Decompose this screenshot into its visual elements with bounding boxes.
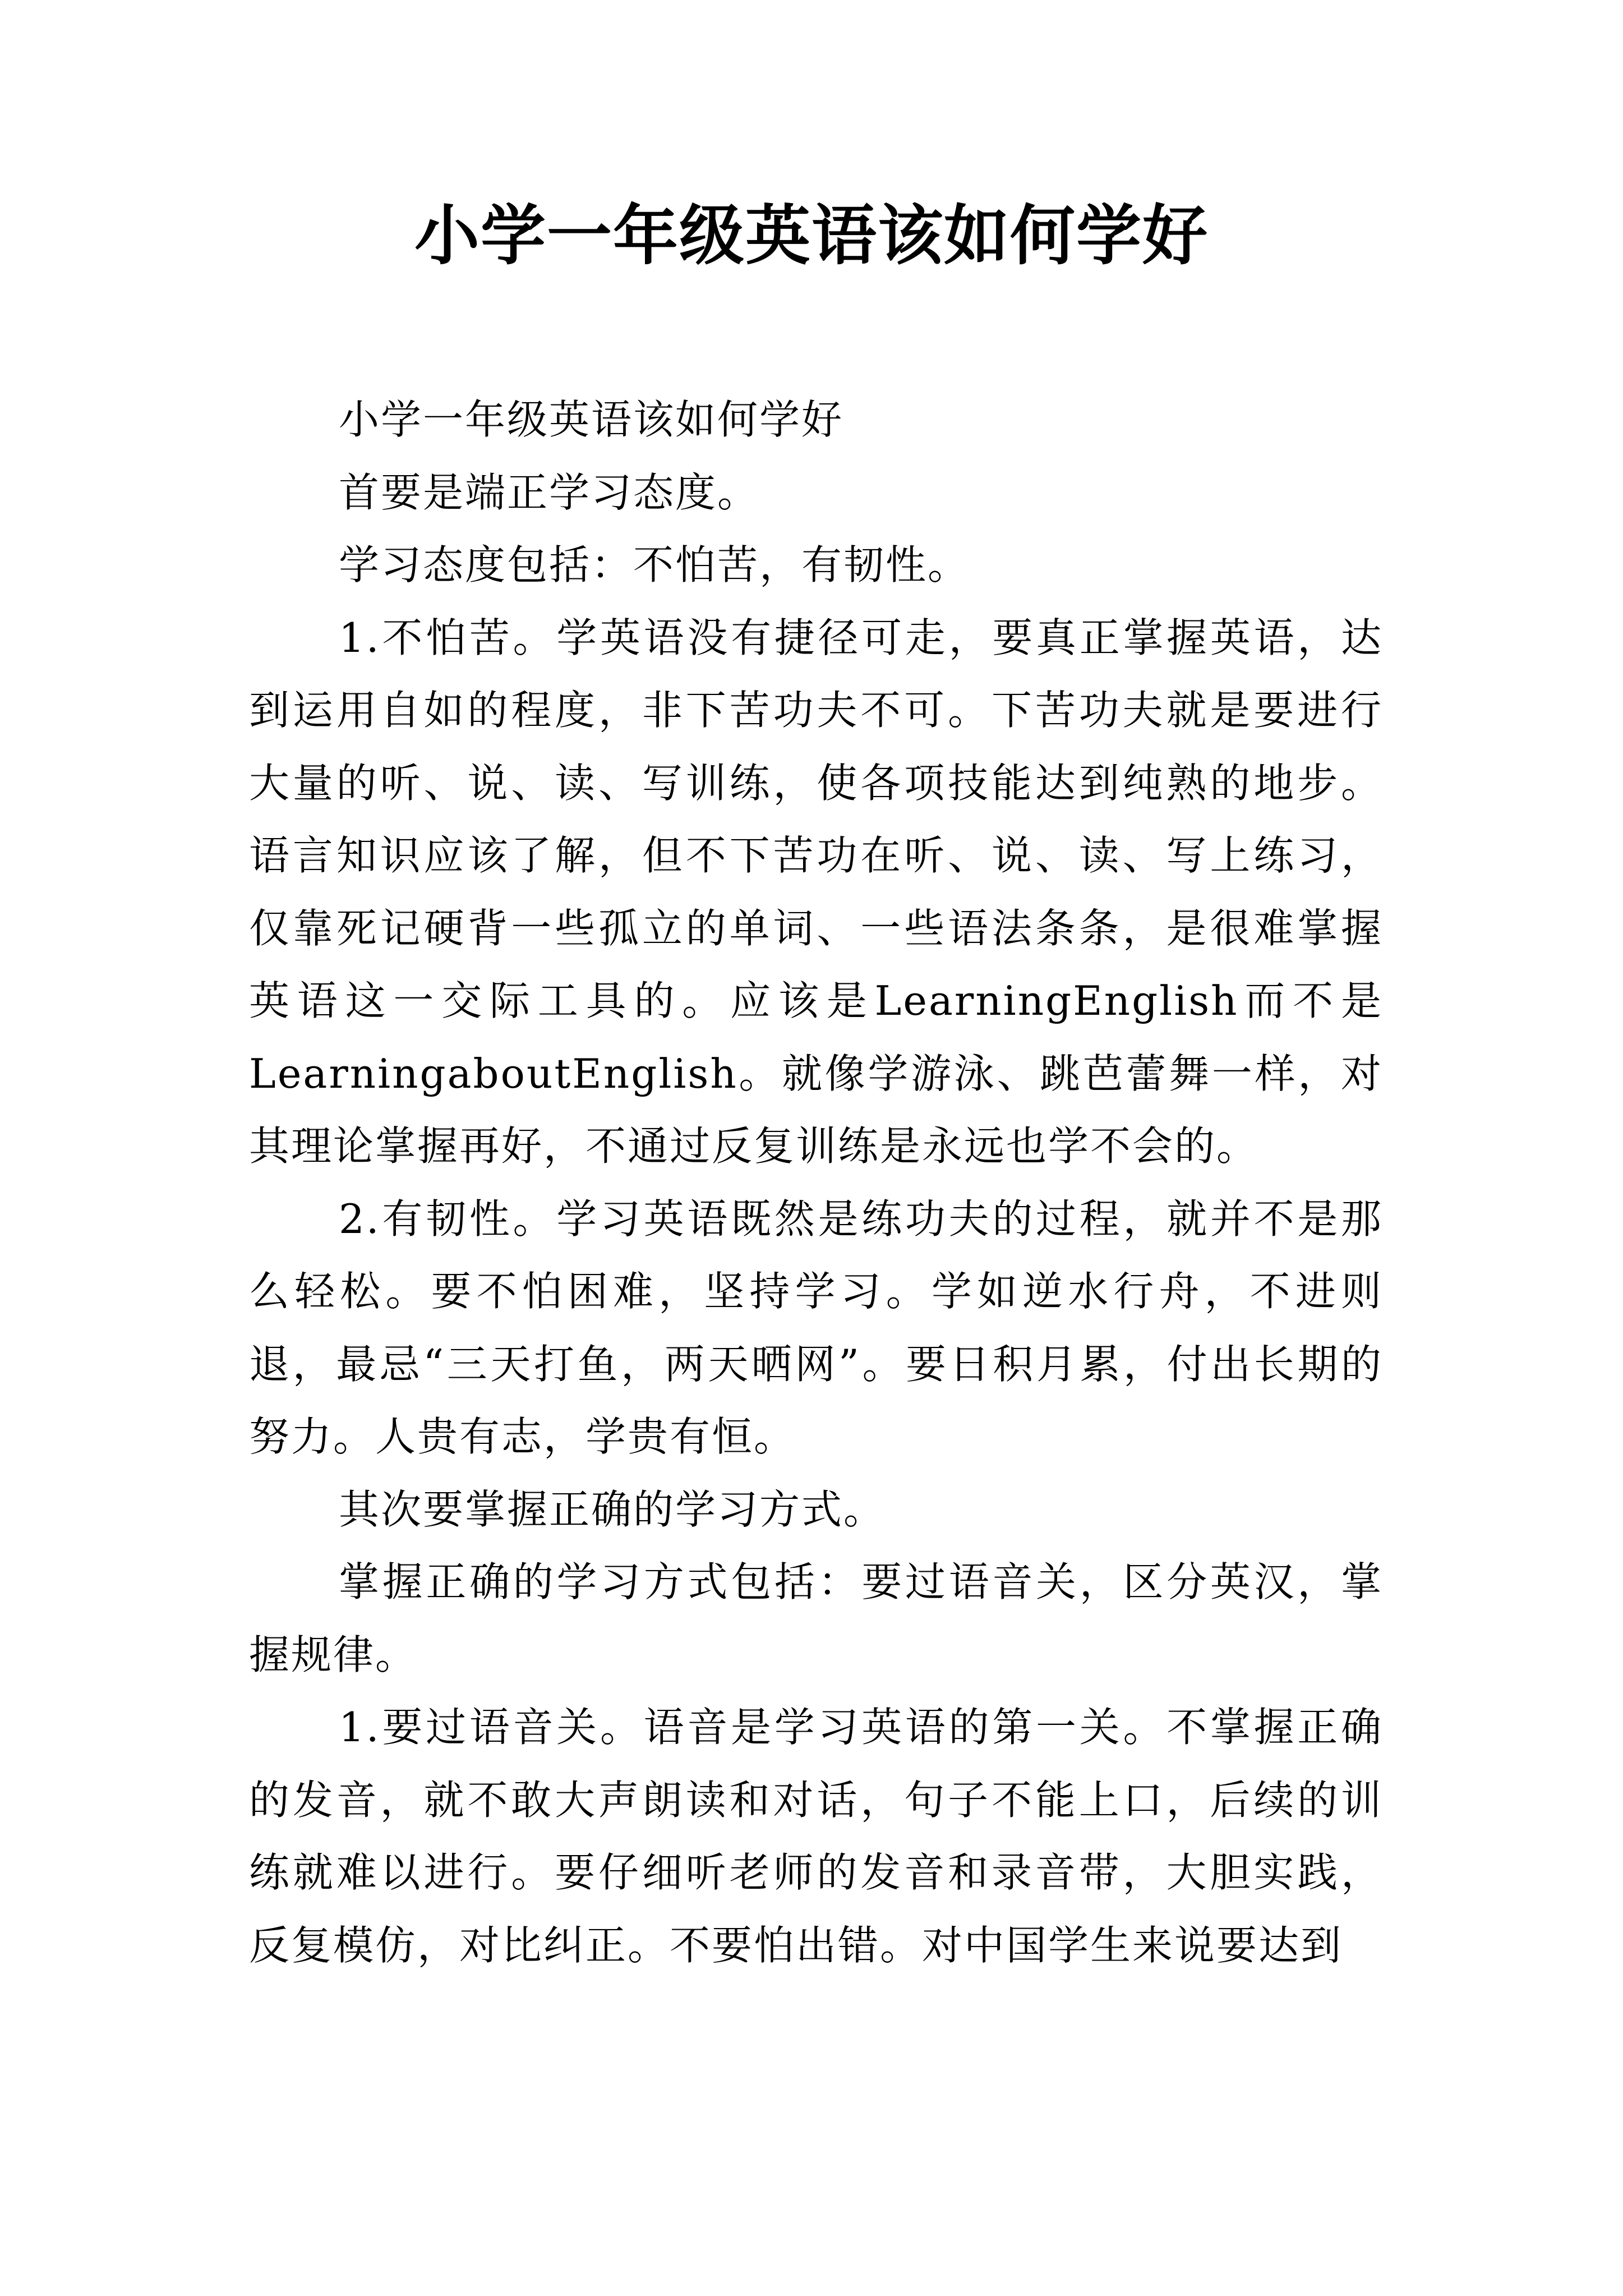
paragraph-attitude-summary: 学习态度包括：不怕苦，有韧性。 [339, 541, 970, 588]
document-title: 小学一年级英语该如何学好 [414, 197, 1209, 274]
paragraph-pronunciation: 1.要过语音关。语音是学习英语的第一关。不掌握正确的发音，就不敢大声朗读和对话，句子不能上口，后续的训练就难以进行。要仔细听老师的发音和录音带，大胆实践，反复模仿，对比纠正。不要怕出错。对中国学生来说要达到 [249, 1704, 1383, 1969]
paragraph-not-afraid-hardship: 1.不怕苦。学英语没有捷径可走，要真正掌握英语，达到运用自如的程度，非下苦功夫不可。下苦功夫就是要进行大量的听、说、读、写训练，使各项技能达到纯熟的地步。语言知识应该了解，但不下苦功在听、说、读、写上练习，仅靠死记硬背一些孤立的单词、一些语法条条，是很难掌握英语这一交际工具的。应该是LearningEnglish而不是LearningaboutEnglish。就像学游泳、跳芭蕾舞一样，对其理论掌握再好，不通过反复训练是永远也学不会的。 [249, 614, 1383, 1170]
paragraph-first-priority: 首要是端正学习态度。 [339, 468, 760, 516]
document-body [249, 384, 1383, 1982]
paragraph-second-priority: 其次要掌握正确的学习方式。 [339, 1485, 886, 1533]
paragraph-perseverance: 2.有韧性。学习英语既然是练功夫的过程，就并不是那么轻松。要不怕困难，坚持学习。学如逆水行舟，不进则退，最忌“三天打鱼，两天晒网”。要日积月累，付出长期的努力。人贵有志，学贵有恒。 [249, 1195, 1383, 1460]
paragraph-method-summary: 掌握正确的学习方式包括：要过语音关，区分英汉，掌握规律。 [249, 1558, 1383, 1678]
paragraph-heading-repeat: 小学一年级英语该如何学好 [339, 396, 844, 443]
